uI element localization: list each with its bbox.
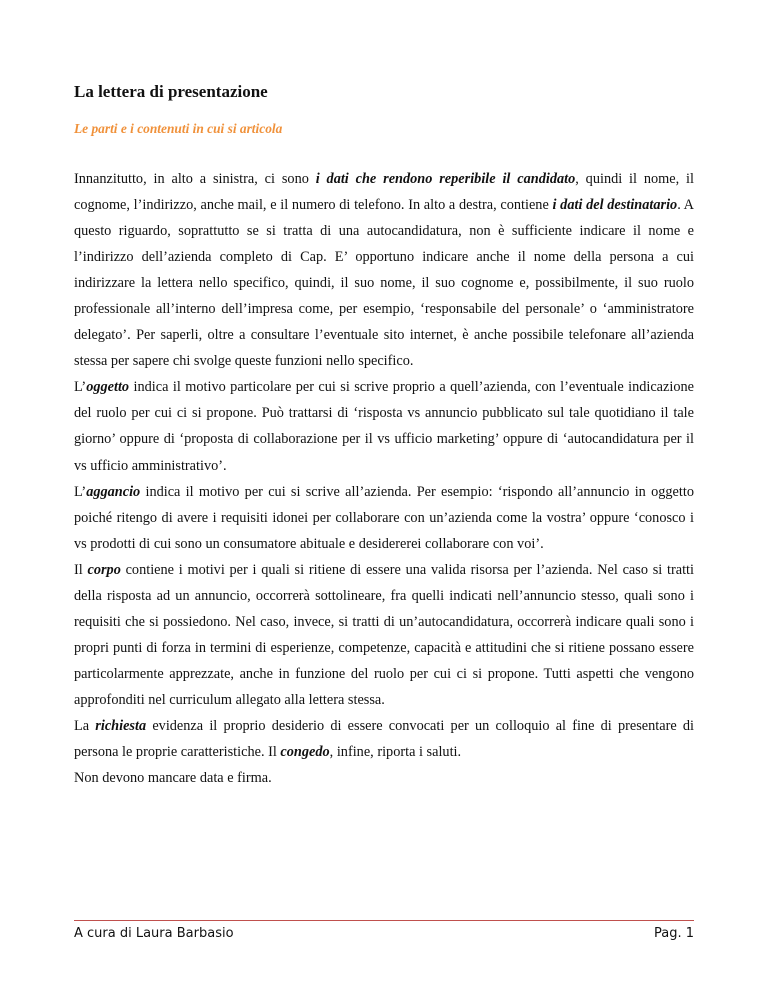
emphasis-term: corpo — [87, 561, 121, 578]
emphasis-term: richiesta — [95, 717, 147, 734]
body-paragraph — [74, 765, 694, 791]
text-run: . A questo riguardo, soprattutto se si tratta di una autocandidatura, non è sufficiente indicare il nome e l’indirizzo dell’azienda completo di Cap. E’ opportuno indicare anche il nome della persona a cui indirizzare la lettera nello specifico, quindi, il suo nome, il suo cognome e, possibilmente, il suo ruolo professionale all’interno dell’impresa come, per esempio, ‘responsabile del personale’ o ‘amministratore delegato’. Per saperli, oltre a consultare l’eventuale sito internet, è anche possibile telefonare all’azienda stessa per sapere chi svolge queste funzioni nello specifico. — [74, 197, 695, 370]
body-paragraph — [74, 374, 694, 478]
text-run: L’ — [74, 379, 87, 396]
emphasis-term: oggetto — [86, 379, 130, 396]
document-title: La lettera di presentazione — [74, 82, 268, 101]
emphasis-run — [86, 484, 140, 500]
text-run: evidenza il proprio desiderio di essere convocati per un colloquio al fine di presentare di persona le proprie caratteristiche. Il — [74, 717, 694, 761]
body-paragraph — [74, 479, 694, 557]
document-subtitle: Le parti e i contenuti in cui si articola — [74, 121, 283, 136]
text-run: , quindi il nome, il cognome, l’indirizzo, anche mail, e il numero di telefono. In alto a destra, contiene — [74, 171, 694, 214]
text-run: L’ — [74, 483, 87, 500]
emphasis-run — [316, 171, 576, 187]
body-paragraph — [74, 557, 694, 713]
emphasis-term: i dati del destinatario — [552, 197, 678, 214]
text-run: Il — [74, 561, 88, 578]
text-run: indica il motivo particolare per cui si scrive proprio a quell’azienda, con l’eventuale indicazione del ruolo per cui ci si propone. Può trattarsi di ‘risposta vs annuncio pubblicato sul tale quotidiano il tale giorno’ oppure di ‘proposta di collaborazione per il vs ufficio marketing’ oppure di ‘autocandidatura per il vs ufficio amministrativo’. — [74, 379, 694, 474]
text-run: contiene i motivi per i quali si ritiene di essere una valida risorsa per l’azienda. Nel caso si tratti della risposta ad un annuncio, occorrerà sottolineare, fra quelli indicati nell’annuncio stesso, quali sono i requisiti che si possiedono. Nel caso, invece, si tratti di un’autocandidatura, occorrerà indicare quali sono i propri punti di forza in termini di esperienze, competenze, capacità e attitudini che si ritiene possano essere particolarmente apprezzate, anche in funzione del ruolo per cui ci si propone. Tutti aspetti che vengono approfonditi nel curriculum allegato alla lettera stessa. — [74, 561, 694, 708]
emphasis-run — [553, 197, 678, 213]
body-paragraph — [74, 713, 694, 765]
document-body — [74, 166, 694, 791]
footer-rule — [74, 920, 694, 921]
text-run: Innanzitutto, in alto a sinistra, ci sono — [74, 171, 316, 187]
text-run: indica il motivo per cui si scrive all’azienda. Per esempio: ‘rispondo all’annuncio in oggetto poiché ritengo di avere i requisiti idonei per collaborare con un’azienda come la vostra’ oppure ‘conosco i vs prodotti di cui sono un consumatore abituale e desidererei collaborare con voi’. — [74, 483, 694, 552]
text-run: Non devono mancare data e firma. — [74, 770, 272, 787]
text-run: La — [74, 717, 96, 734]
footer-author: A cura di Laura Barbasio — [74, 926, 234, 941]
text-run: , infine, riporta i saluti. — [329, 744, 462, 761]
emphasis-term: congedo — [280, 744, 330, 761]
emphasis-run — [95, 718, 146, 734]
body-paragraph — [74, 166, 694, 374]
emphasis-run — [86, 379, 129, 395]
footer-page-number: Pag. 1 — [653, 926, 694, 941]
emphasis-term: aggancio — [86, 483, 141, 500]
emphasis-run — [87, 562, 120, 578]
emphasis-run — [280, 744, 329, 760]
emphasis-term: i dati che rendono reperibile il candidato — [315, 171, 576, 187]
